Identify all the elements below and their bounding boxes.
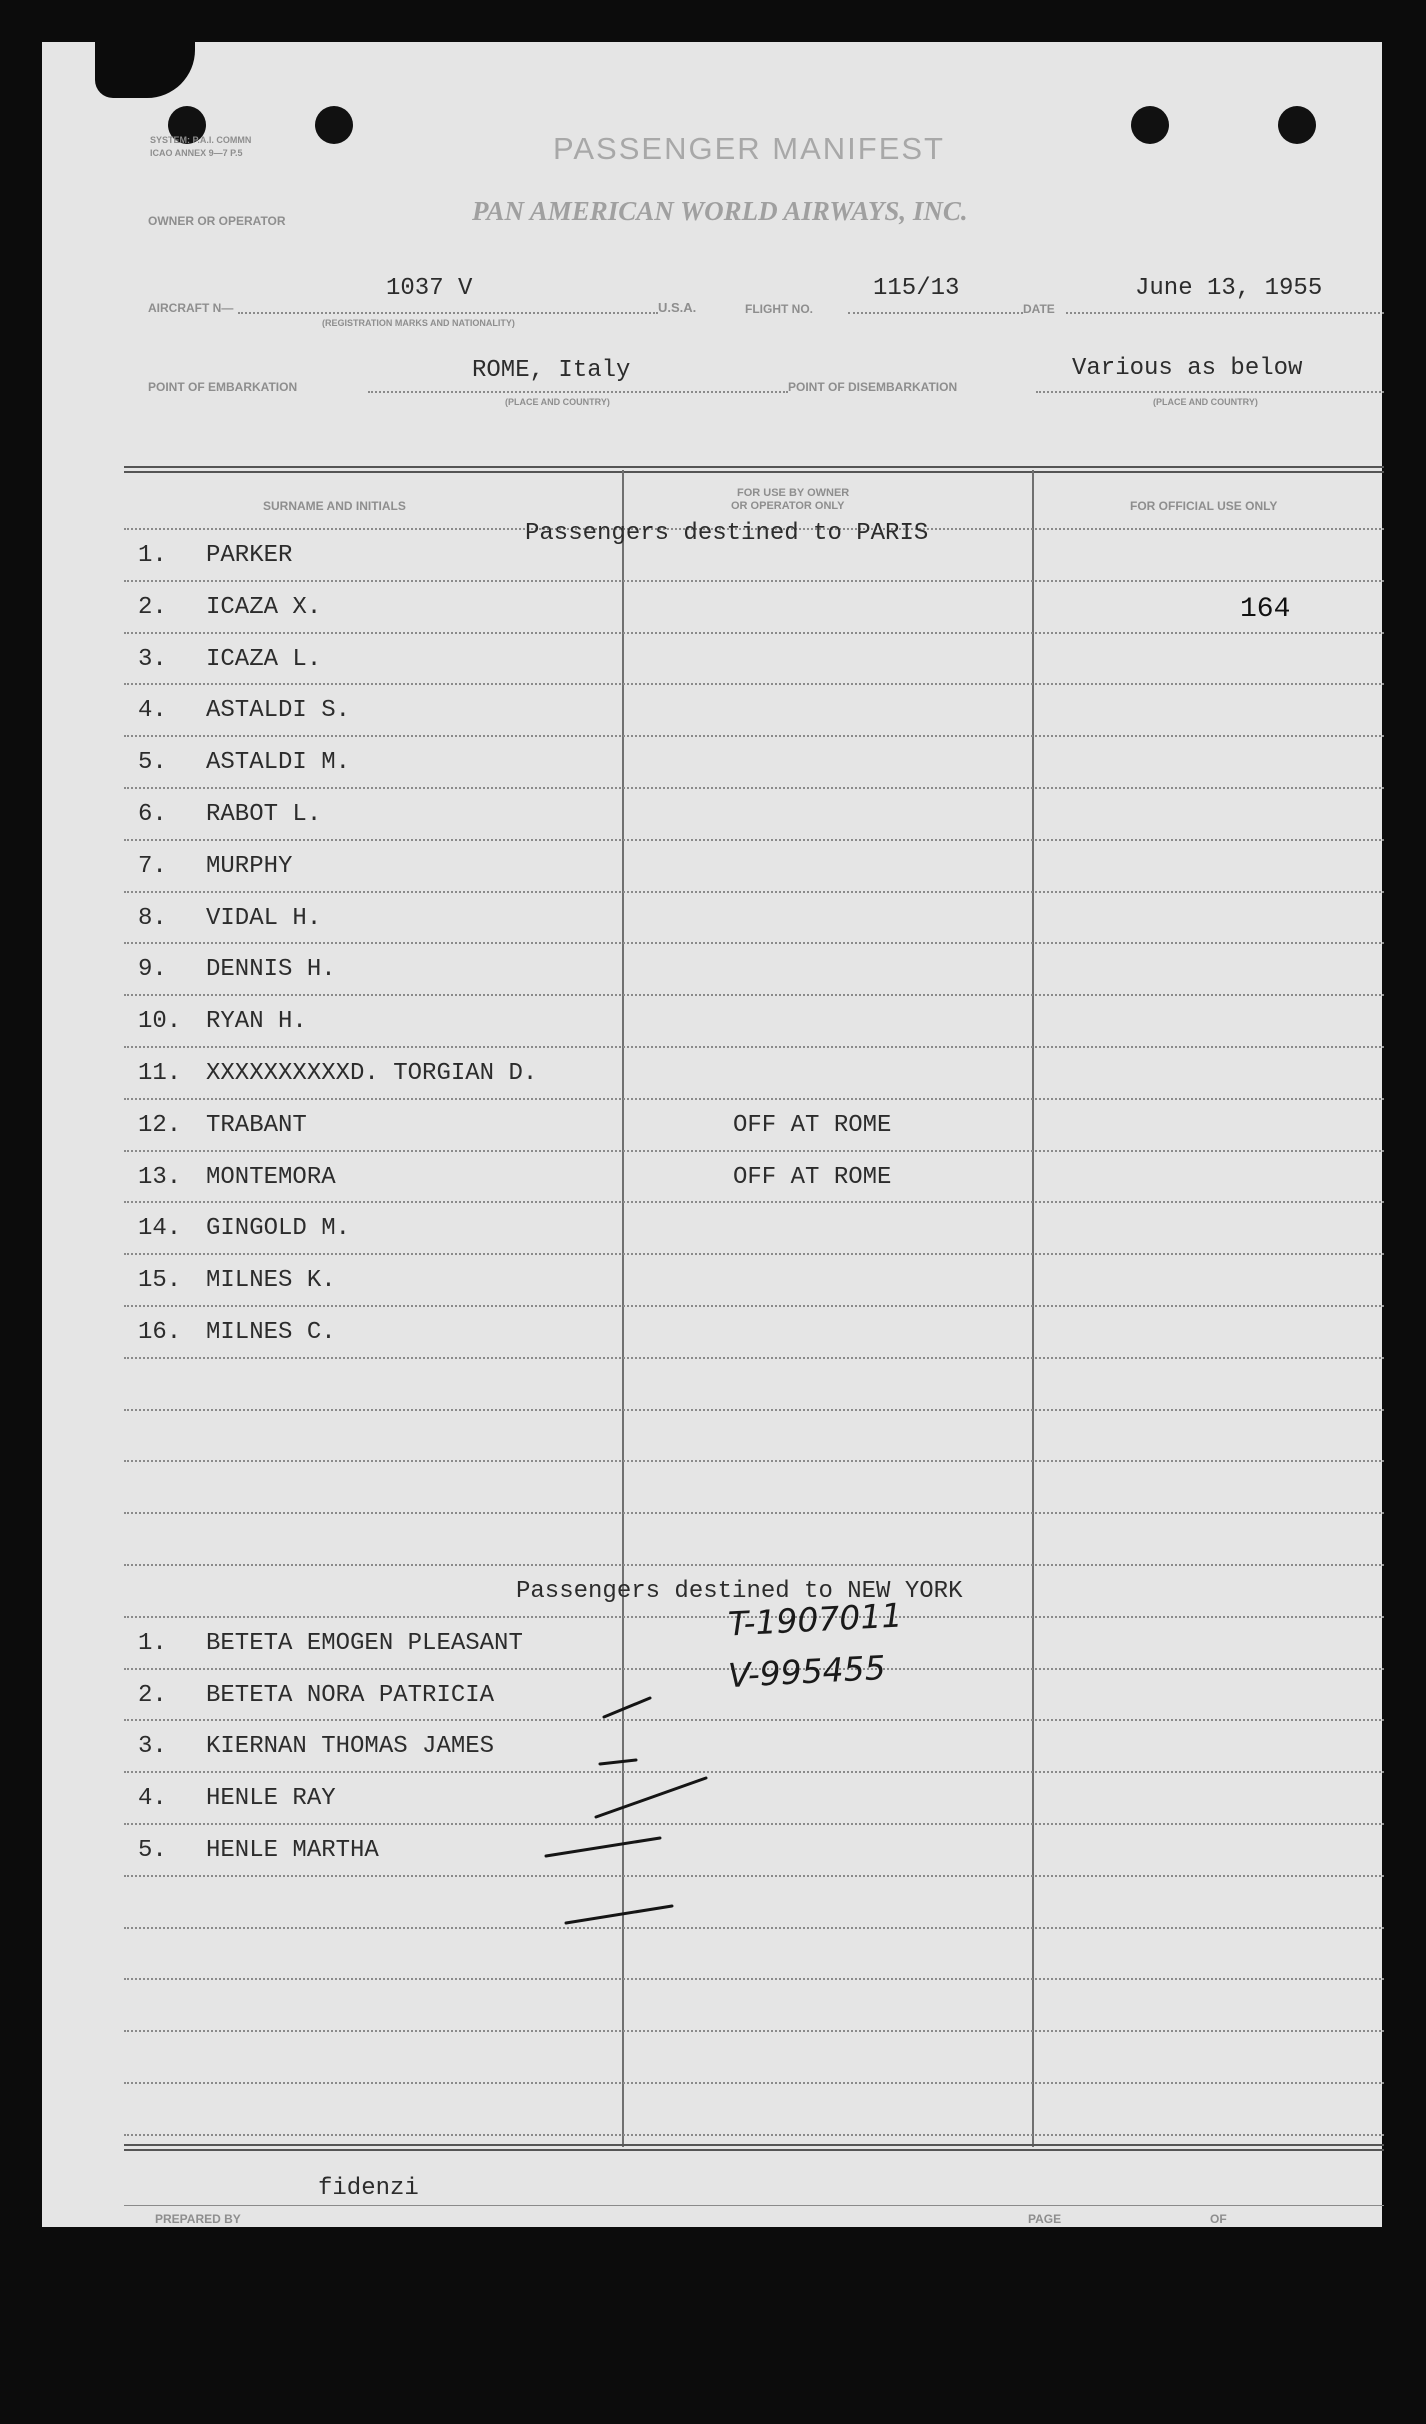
aircraft-label: AIRCRAFT N— (148, 301, 234, 315)
col-official-header: FOR OFFICIAL USE ONLY (1130, 499, 1278, 513)
passenger-row (124, 942, 1384, 994)
row-number: 4. (138, 697, 167, 724)
row-rule (124, 1875, 1384, 1877)
row-number: 11. (138, 1060, 182, 1087)
col-surname-header: SURNAME AND INITIALS (263, 499, 406, 513)
row-number: 5. (138, 749, 167, 776)
company-name: PAN AMERICAN WORLD AIRWAYS, INC. (472, 196, 968, 226)
passenger-name: MONTEMORA (206, 1164, 336, 1191)
passenger-name: KIERNAN THOMAS JAMES (206, 1733, 495, 1760)
official-note: 164 (1240, 594, 1291, 625)
disembark-value: Various as below (1072, 355, 1303, 382)
row-number: 10. (138, 1008, 182, 1035)
row-number: 15. (138, 1267, 182, 1294)
row-rule (124, 1357, 1384, 1359)
row-number: 8. (138, 905, 167, 932)
passenger-row (124, 1046, 1384, 1098)
passenger-name: BETETA EMOGEN PLEASANT (206, 1630, 523, 1657)
passenger-name: RABOT L. (206, 801, 322, 828)
passenger-name: VIDAL H. (206, 905, 322, 932)
page-title: PASSENGER MANIFEST (553, 131, 945, 166)
row-rule (124, 1512, 1384, 1514)
disembark-caption: (PLACE AND COUNTRY) (1153, 397, 1258, 407)
row-rule (124, 1564, 1384, 1566)
passenger-name: XXXXXXXXXXD. TORGIAN D. (206, 1060, 538, 1087)
usa-label: U.S.A. (658, 300, 697, 315)
row-number: 5. (138, 1837, 167, 1864)
passenger-row (124, 1305, 1384, 1357)
form-code: SYSTEM: P.A.I. COMMN (150, 135, 252, 145)
row-number: 6. (138, 801, 167, 828)
embark-label: POINT OF EMBARKATION (148, 380, 298, 394)
row-number: 14. (138, 1215, 182, 1242)
passenger-row (124, 1823, 1384, 1875)
date-value: June 13, 1955 (1135, 275, 1323, 302)
passenger-name: MURPHY (206, 853, 293, 880)
passenger-row (124, 580, 1384, 632)
page-label: PAGE (1028, 2212, 1062, 2226)
form-code: ICAO ANNEX 9—7 P.5 (150, 148, 243, 158)
row-rule (124, 1409, 1384, 1411)
passenger-name: MILNES C. (206, 1319, 336, 1346)
table-top-rule (124, 466, 1384, 473)
row-number: 2. (138, 594, 167, 621)
passenger-row (124, 839, 1384, 891)
prepared-label: PREPARED BY (155, 2212, 241, 2226)
row-number: 9. (138, 956, 167, 983)
owner-note: OFF AT ROME (733, 1164, 892, 1191)
row-number: 4. (138, 1785, 167, 1812)
row-number: 3. (138, 646, 167, 673)
passenger-row (124, 1201, 1384, 1253)
owner-label: OWNER OR OPERATOR (148, 214, 286, 228)
group-heading: Passengers destined to PARIS (525, 520, 929, 547)
handwritten-ticket-number: V-995455 (727, 1647, 887, 1696)
passenger-row (124, 891, 1384, 943)
row-number: 16. (138, 1319, 182, 1346)
date-label: DATE (1023, 302, 1055, 316)
row-number: 1. (138, 1630, 167, 1657)
flight-label: FLIGHT NO. (745, 302, 813, 316)
passenger-name: ICAZA L. (206, 646, 322, 673)
passenger-row (124, 1098, 1384, 1150)
passenger-row (124, 1150, 1384, 1202)
passenger-row (124, 787, 1384, 839)
row-rule (124, 1460, 1384, 1462)
passenger-name: GINGOLD M. (206, 1215, 351, 1242)
passenger-row (124, 1719, 1384, 1771)
passenger-row (124, 1771, 1384, 1823)
row-rule (124, 2030, 1384, 2032)
row-rule (124, 2134, 1384, 2136)
row-number: 12. (138, 1112, 182, 1139)
passenger-row (124, 994, 1384, 1046)
flight-value: 115/13 (873, 275, 960, 302)
passenger-name: ASTALDI M. (206, 749, 351, 776)
row-rule (124, 2082, 1384, 2084)
passenger-name: HENLE RAY (206, 1785, 336, 1812)
passenger-name: RYAN H. (206, 1008, 307, 1035)
passenger-row (124, 1253, 1384, 1305)
row-number: 3. (138, 1733, 167, 1760)
of-label: OF (1210, 2212, 1227, 2226)
passenger-name: TRABANT (206, 1112, 307, 1139)
row-rule (124, 1927, 1384, 1929)
passenger-name: PARKER (206, 542, 293, 569)
table-bottom-rule (124, 2144, 1384, 2151)
passenger-row (124, 632, 1384, 684)
registration-caption: (REGISTRATION MARKS AND NATIONALITY) (322, 318, 515, 328)
passenger-row (124, 735, 1384, 787)
aircraft-value: 1037 V (386, 275, 473, 302)
group-heading: Passengers destined to NEW YORK (516, 1578, 963, 1605)
passenger-name: ICAZA X. (206, 594, 322, 621)
embark-value: ROME, Italy (472, 357, 631, 384)
punch-hole (315, 106, 353, 144)
row-rule (124, 1978, 1384, 1980)
prepared-value: fidenzi (318, 2175, 419, 2202)
passenger-name: DENNIS H. (206, 956, 336, 983)
punch-hole (1278, 106, 1316, 144)
embark-caption: (PLACE AND COUNTRY) (505, 397, 610, 407)
col-owner-header: FOR USE BY OWNER (737, 487, 850, 499)
passenger-row (124, 683, 1384, 735)
punch-hole (1131, 106, 1169, 144)
row-number: 7. (138, 853, 167, 880)
passenger-row (124, 528, 1384, 580)
passenger-name: ASTALDI S. (206, 697, 351, 724)
handwritten-ticket-number: T-1907011 (727, 1595, 904, 1644)
row-number: 13. (138, 1164, 182, 1191)
owner-note: OFF AT ROME (733, 1112, 892, 1139)
disembark-label: POINT OF DISEMBARKATION (788, 380, 958, 394)
row-number: 1. (138, 542, 167, 569)
passenger-name: BETETA NORA PATRICIA (206, 1682, 495, 1709)
passenger-name: MILNES K. (206, 1267, 336, 1294)
row-number: 2. (138, 1682, 167, 1709)
passenger-row (124, 1647, 1384, 1720)
col-owner-header: OR OPERATOR ONLY (731, 500, 845, 512)
passenger-name: HENLE MARTHA (206, 1837, 379, 1864)
